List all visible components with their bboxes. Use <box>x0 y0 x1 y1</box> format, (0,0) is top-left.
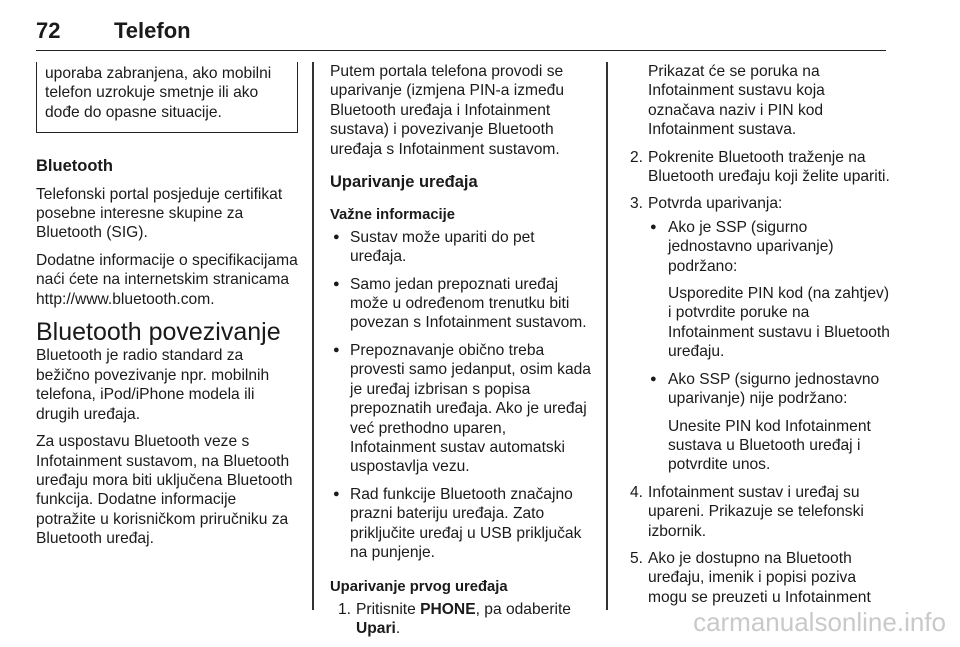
step-text: , pa odaberite <box>475 600 571 618</box>
step-1-continued: Prikazat će se poruka na Infotainment sustavu koja označava naziv i PIN kod Infotainment sustava. <box>648 63 825 139</box>
connection-paragraph-2: Za uspostavu Bluetooth veze s Infotainment sustavom, na Bluetooth uređaju mora biti uključena Bluetooth funkcija. Dodatne informacije potražite u korisničkom priručniku za Bluetooth uređaj. <box>36 433 293 548</box>
step-text: Potvrda uparivanja: <box>648 195 783 213</box>
sub-item-text: Unesite PIN kod Infotainment sustava u Bluetooth uređaj i potvrdite unos. <box>668 417 871 474</box>
sub-item-text: Usporedite PIN kod (na zahtjev) i potvrdite poruke na Infotainment sustavu i Bluetooth uređaju. <box>668 285 890 361</box>
column-divider-1 <box>312 62 314 610</box>
page-title: Telefon <box>114 18 191 43</box>
page-number: 72 <box>36 18 61 43</box>
warning-text: uporaba zabranjena, ako mobilni telefon uzrokuje smetnje ili ako dođe do opasne situacije. <box>45 65 272 121</box>
connection-heading: Bluetooth povezivanje <box>36 318 281 347</box>
column-3 <box>630 62 892 615</box>
connection-paragraph-1: Bluetooth je radio standard za bežično povezivanje npr. mobilnih telefona, iPod/iPhone modela ili drugih uređaja. <box>36 347 270 423</box>
intro-paragraph: Putem portala telefona provodi se uparivanje (izmjena PIN-a između Bluetooth uređaja i Infotainment sustava) i povezivanje Bluetooth uređaja s Infotainment sustavom. <box>330 63 565 158</box>
step-5 <box>630 549 892 607</box>
step-number: 1. <box>338 600 352 618</box>
list-item: ● Samo jedan prepoznati uređaj može u određenom trenutku biti povezan s Infotainment sustavom. <box>330 275 592 333</box>
bluetooth-heading: Bluetooth <box>36 157 113 176</box>
first-pairing-heading: Uparivanje prvog uređaja <box>330 579 508 596</box>
list-item: ● Prepoznavanje obično treba provesti samo jedanput, osim kada je uređaj izbrisan s popisa prepoznatih uređaja. Ako je uređaj već prethodno uparen, Infotainment sustav automatski uspostavlja vezu. <box>330 341 592 477</box>
step-3 <box>630 194 892 213</box>
step-number: 4. <box>630 483 644 501</box>
column-2 <box>330 62 592 647</box>
step-2 <box>630 148 892 187</box>
sub-item: ● Ako je SSP (sigurno jednostavno uparivanje) podržano: <box>630 218 892 276</box>
step-text: Ako je dostupno na Bluetooth uređaju, imenik i popisi poziva mogu se preuzeti u Infotainment <box>648 549 871 606</box>
pairing-heading: Uparivanje uređaja <box>330 173 478 192</box>
column-divider-2 <box>606 62 608 610</box>
bluetooth-paragraph-2: Dodatne informacije o specifikacijama naći ćete na internetskim stranicama http://www.bluetooth.com. <box>36 251 298 308</box>
column-1 <box>36 62 298 557</box>
step-number: 2. <box>630 148 644 166</box>
info-heading: Važne informacije <box>330 207 456 224</box>
step-4 <box>630 483 892 541</box>
pair-key: Upari <box>356 620 396 638</box>
step-number: 3. <box>630 195 644 213</box>
phone-key: PHONE <box>420 600 476 618</box>
list-item: ● Rad funkcije Bluetooth značajno prazni bateriju uređaja. Zato priključite uređaj u USB priključak na punjenje. <box>330 485 592 563</box>
step-1 <box>330 600 592 639</box>
step-text: Pokrenite Bluetooth traženje na Bluetooth uređaju koji želite upariti. <box>648 148 890 186</box>
sub-item: ● Ako SSP (sigurno jednostavno uparivanje) nije podržano: <box>630 370 892 409</box>
step-text: Infotainment sustav i uređaj su upareni. Prikazuje se telefonski izbornik. <box>648 483 864 540</box>
bluetooth-paragraph-1: Telefonski portal posjeduje certifikat posebne interesne skupine za Bluetooth (SIG). <box>36 185 283 242</box>
list-item: ● Sustav može upariti do pet uređaja. <box>330 228 592 267</box>
warning-box <box>36 62 298 133</box>
step-text: Pritisnite <box>356 600 421 618</box>
watermark: carmanualsonline.info <box>693 607 946 637</box>
step-number: 5. <box>630 549 644 567</box>
step-text: . <box>395 620 401 638</box>
page-header <box>36 14 886 51</box>
